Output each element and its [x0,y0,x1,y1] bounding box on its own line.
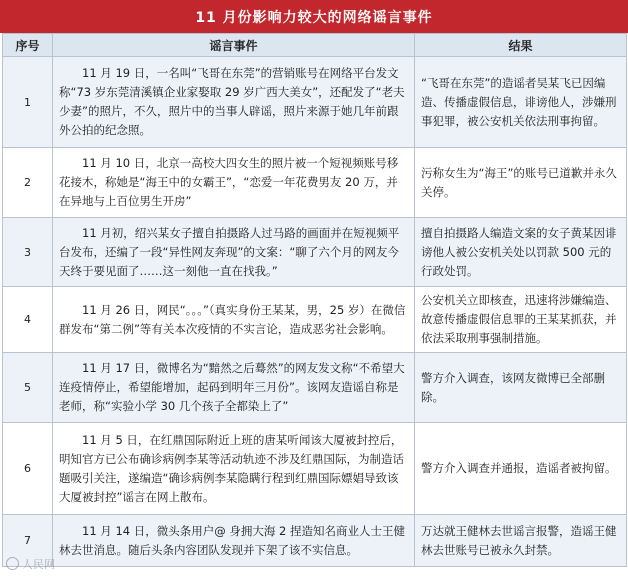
header-num: 序号 [3,34,53,57]
watermark-logo-icon [6,557,19,570]
row-result: 污称女生为“海王”的账号已道歉并永久关停。 [415,148,627,218]
row-number: 5 [3,353,53,423]
row-event: 11 月初，绍兴某女子擅自拍摄路人过马路的画面并在短视频平台发布，还编了一段“异性网友奔现”的文案：“聊了六个月的网友今天终于要见面了……这一刻他一直在找我。” [53,218,415,287]
row-event: 11 月 14 日，微头条用户@ 身拥大海 2 捏造知名商业人士王健林去世消息。随后头条内容团队发现并下架了该不实信息。 [53,515,415,567]
row-result: 万达就王健林去世谣言报警，造谣王健林去世账号已被永久封禁。 [415,515,627,567]
row-number: 1 [3,57,53,148]
row-event: 11 月 10 日，北京一高校大四女生的照片被一个短视频账号移花接木，称她是“海王中的女霸王”，“恋爱一年花费男友 20 万，并在异地与上百位男生开房” [53,148,415,218]
table-row [3,148,627,218]
header-event: 谣言事件 [53,34,415,57]
table-title: 11 月份影响力较大的网络谣言事件 [0,0,628,33]
table-header-row [3,34,627,57]
table-row [3,423,627,515]
watermark-text: 人民网 [22,558,55,571]
table-row [3,57,627,148]
row-number: 3 [3,218,53,287]
row-number: 2 [3,148,53,218]
row-result: 警方介入调查并通报，造谣者被拘留。 [415,423,627,515]
watermark [6,556,55,572]
row-number: 7 [3,515,53,567]
row-event: 11 月 26 日，网民“。。。”（真实身份王某某，男，25 岁）在微信群发布“第二例”等有关本次疫情的不实言论，造成恶劣社会影响。 [53,287,415,353]
row-result: 公安机关立即核查，迅速将涉嫌编造、故意传播虚假信息罪的王某某抓获，并依法采取刑事强制措施。 [415,287,627,353]
row-number: 4 [3,287,53,353]
table-row [3,515,627,567]
row-result: 警方介入调查，该网友微博已全部删除。 [415,353,627,423]
row-result: “飞哥在东莞”的造谣者吴某飞已因编造、传播虚假信息，诽谤他人，涉嫌刑事犯罪，被公安机关依法刑事拘留。 [415,57,627,148]
row-event: 11 月 5 日，在红鼎国际附近上班的唐某听闻该大厦被封控后，明知官方已公布确诊病例李某等活动轨迹不涉及红鼎国际，为制造话题吸引关注，遂编造“确诊病例李某隐瞒行程到红鼎国际嫖娼导致该大厦被封控”谣言在网上散布。 [53,423,415,515]
header-result: 结果 [415,34,627,57]
row-number: 6 [3,423,53,515]
table-row [3,218,627,287]
table-row [3,287,627,353]
row-result: 擅自拍摄路人编造文案的女子黄某因诽谤他人被公安机关处以罚款 500 元的行政处罚。 [415,218,627,287]
rumor-table [2,33,627,567]
row-event: 11 月 19 日，一名叫“飞哥在东莞”的营销账号在网络平台发文称“73 岁东莞清溪镇企业家娶取 29 岁广西大美女”，还配发了“老夫少妻”的照片，不久，照片中的当事人辟谣，照片来源于她几年前跟外公拍的纪念照。 [53,57,415,148]
table-row [3,353,627,423]
row-event: 11 月 17 日，微博名为“黯然之后蓦然”的网友发文称“不希望大连疫情停止，希望能增加，起码到明年三月份”。该网友造谣自称是老师，称“实验小学 30 几个孩子全都染上了” [53,353,415,423]
